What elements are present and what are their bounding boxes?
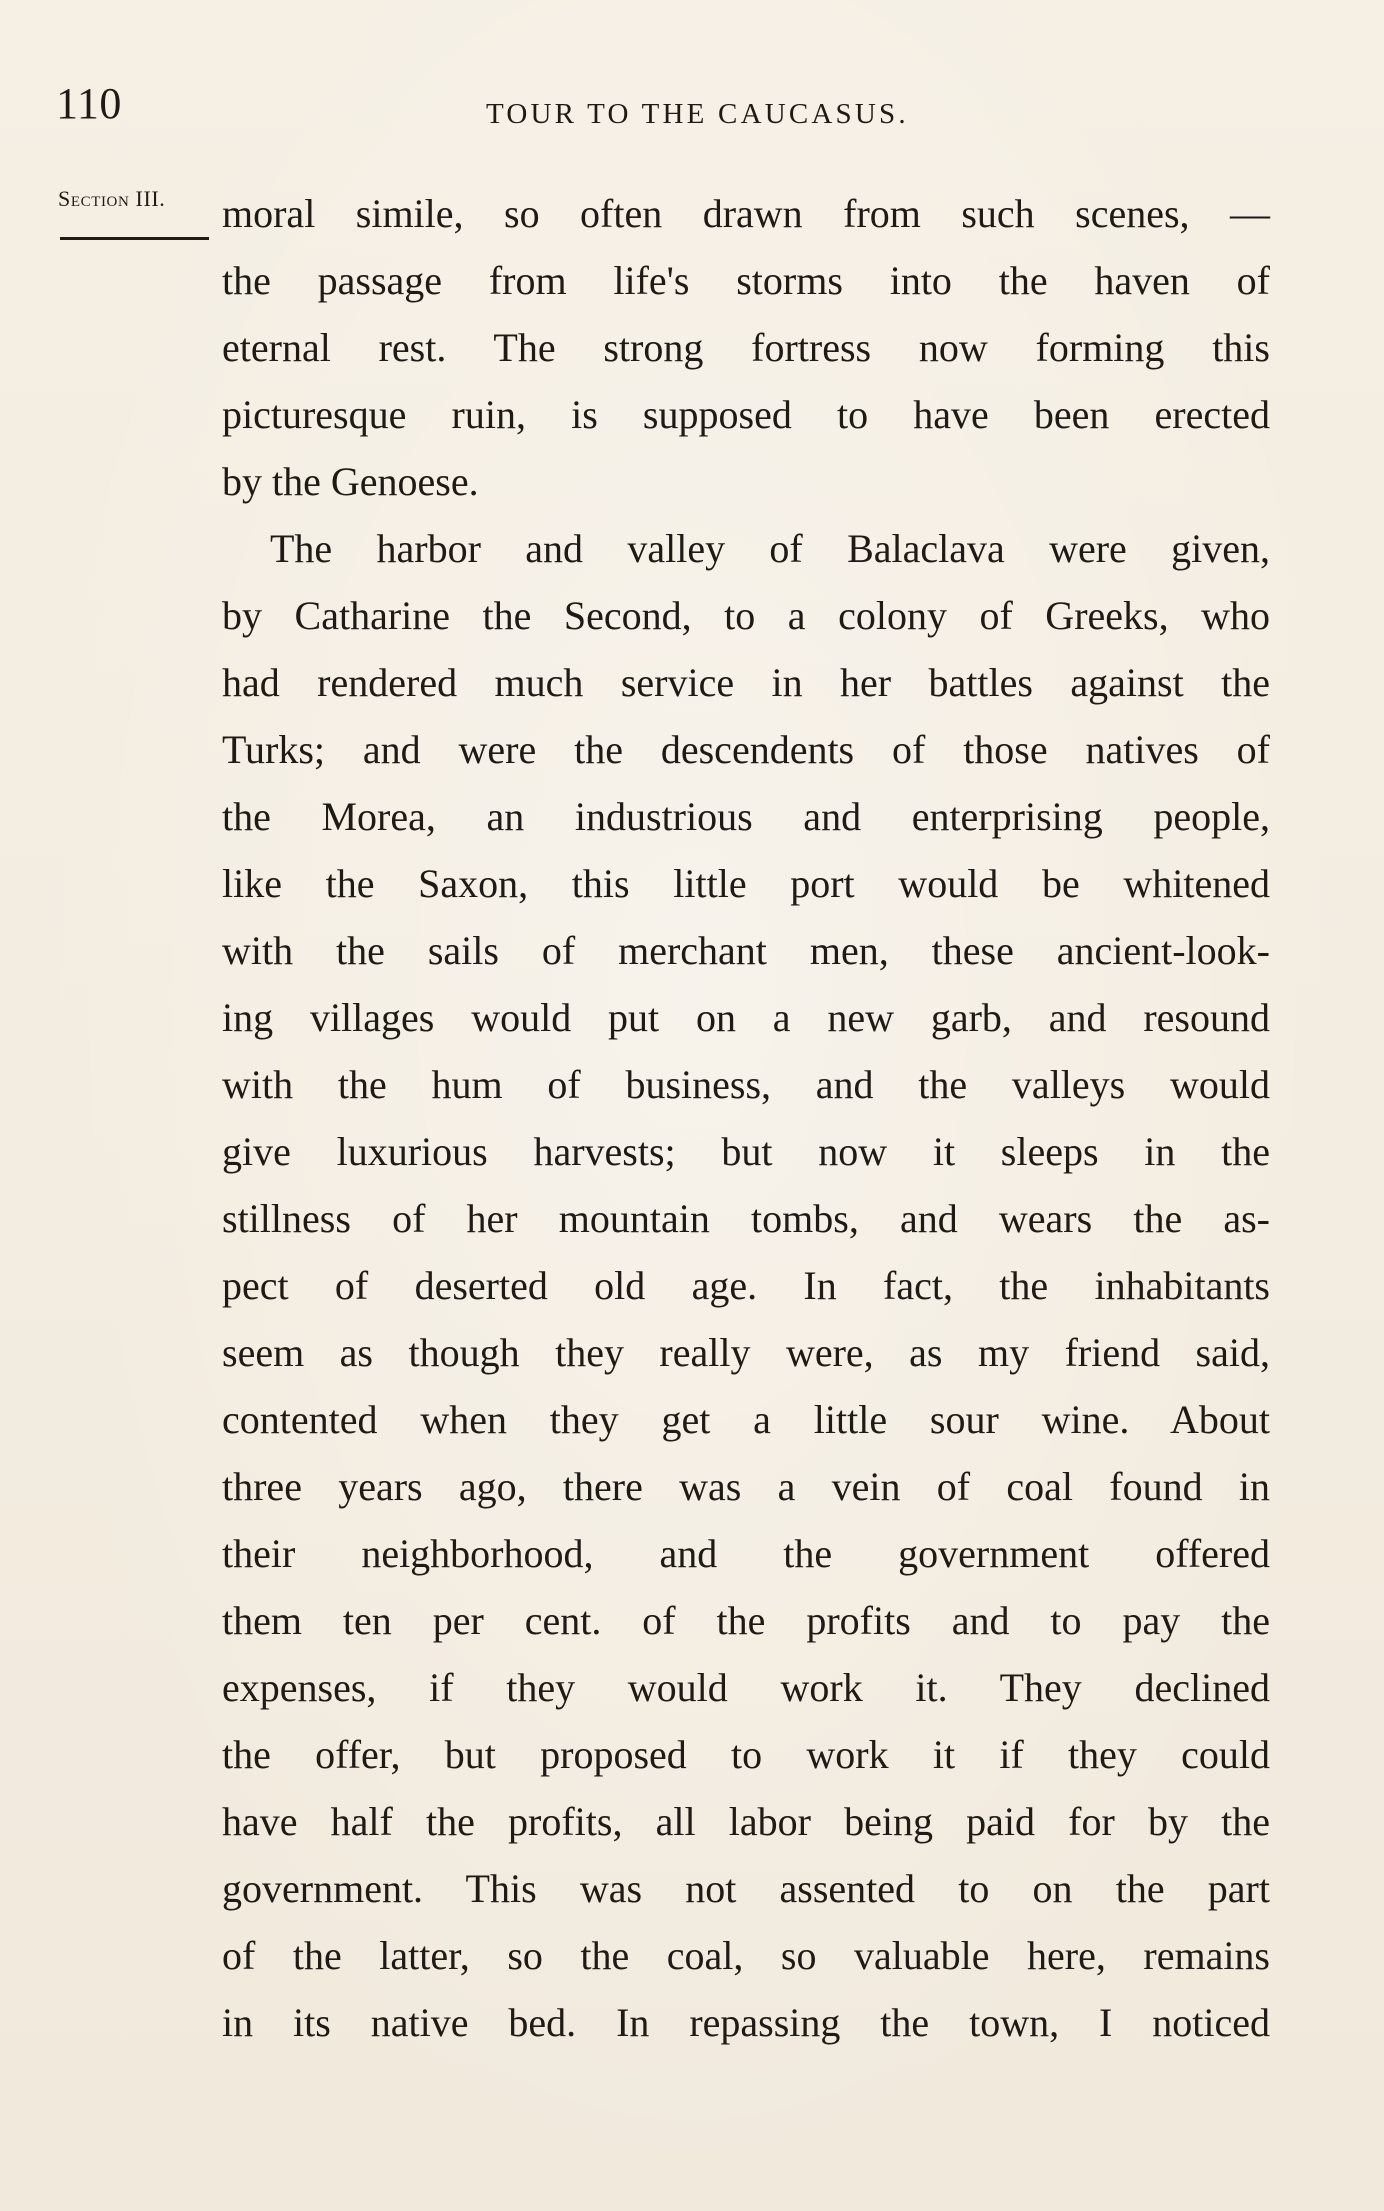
- text-line: stillness of her mountain tombs, and wears the as-: [222, 1196, 1270, 1241]
- text-line: with the hum of business, and the valleys would: [222, 1062, 1270, 1107]
- running-head-title: TOUR TO THE CAUCASUS.: [486, 98, 909, 130]
- section-sidenote: Section III.: [58, 186, 166, 211]
- text-line: ing villages would put on a new garb, and resound: [222, 995, 1270, 1040]
- text-line: of the latter, so the coal, so valuable here, remains: [222, 1933, 1270, 1978]
- text-line: by the Genoese.: [222, 459, 479, 504]
- text-line: the offer, but proposed to work it if they could: [222, 1732, 1270, 1777]
- text-line: government. This was not assented to on the part: [222, 1866, 1270, 1911]
- text-line: eternal rest. The strong fortress now forming this: [222, 325, 1270, 370]
- text-line: had rendered much service in her battles against the: [222, 660, 1270, 705]
- page-number: 110: [56, 79, 122, 128]
- body-text: [222, 180, 1270, 2056]
- text-line: with the sails of merchant men, these ancient-look-: [222, 928, 1270, 973]
- section-rule-divider: [60, 237, 209, 240]
- text-line: three years ago, there was a vein of coal found in: [222, 1464, 1270, 1509]
- text-line: have half the profits, all labor being paid for by the: [222, 1799, 1270, 1844]
- text-line: give luxurious harvests; but now it sleeps in the: [222, 1129, 1270, 1174]
- text-line: like the Saxon, this little port would be whitened: [222, 861, 1270, 906]
- text-line: them ten per cent. of the profits and to pay the: [222, 1598, 1270, 1643]
- text-line: pect of deserted old age. In fact, the inhabitants: [222, 1263, 1270, 1308]
- text-line: Turks; and were the descendents of those natives of: [222, 727, 1270, 772]
- text-line: the Morea, an industrious and enterprising people,: [222, 794, 1270, 839]
- text-line: in its native bed. In repassing the town, I noticed: [222, 2000, 1270, 2045]
- text-line: seem as though they really were, as my friend said,: [222, 1330, 1270, 1375]
- text-line: the passage from life's storms into the haven of: [222, 258, 1270, 303]
- text-line: moral simile, so often drawn from such scenes, —: [222, 191, 1270, 236]
- text-line: contented when they get a little sour wine. About: [222, 1397, 1270, 1442]
- text-line: picturesque ruin, is supposed to have been erected: [222, 392, 1270, 437]
- text-line: expenses, if they would work it. They declined: [222, 1665, 1270, 1710]
- paragraph-first-line: The harbor and valley of Balaclava were given,: [270, 526, 1270, 571]
- text-line: their neighborhood, and the government offered: [222, 1531, 1270, 1576]
- text-line: by Catharine the Second, to a colony of Greeks, who: [222, 593, 1270, 638]
